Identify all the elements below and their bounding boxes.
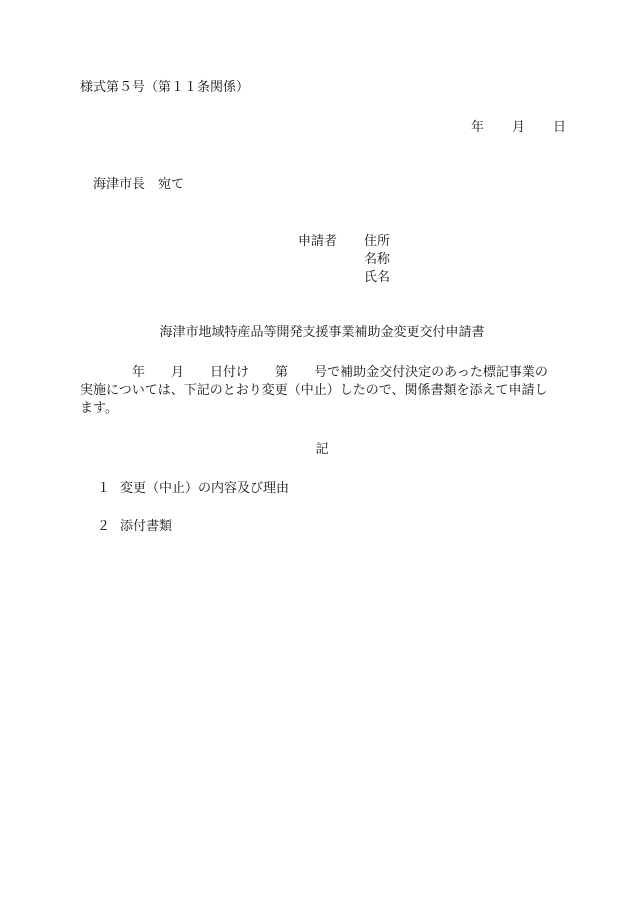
addressee: 海津市長 宛て xyxy=(93,177,185,192)
applicant-name-label: 名称 xyxy=(364,252,391,267)
date-month: 月 xyxy=(511,120,525,135)
applicant-person-label: 氏名 xyxy=(364,270,391,285)
item-text: 添付書類 xyxy=(120,519,173,534)
document-title xyxy=(0,326,630,339)
ki-text: 記 xyxy=(315,442,329,457)
date-day: 日 xyxy=(552,120,566,135)
ki-heading xyxy=(0,443,630,456)
body-month: 月 xyxy=(171,365,185,380)
date-year: 年 xyxy=(470,120,484,135)
body-line-3: ます。 xyxy=(80,401,118,416)
body-year: 年 xyxy=(132,365,146,380)
body-paragraph xyxy=(80,364,568,418)
applicant-address-label: 住所 xyxy=(364,234,391,249)
list-item xyxy=(97,520,172,533)
body-line1-rest: 号で補助金交付決定のあった標記事業の xyxy=(314,365,548,380)
applicant-label: 申請者 xyxy=(298,234,338,249)
body-line-1 xyxy=(80,364,568,382)
item-number: ２ xyxy=(97,519,111,534)
body-number-prefix: 第 xyxy=(275,365,289,380)
date-line xyxy=(471,121,566,134)
body-line-2: 実施については、下記のとおり変更（中止）したので、関係書類を添えて申請し xyxy=(80,383,548,398)
document-title-text: 海津市地域特産品等開発支援事業補助金変更交付申請書 xyxy=(159,325,485,340)
item-text: 変更（中止）の内容及び理由 xyxy=(120,481,290,496)
list-item xyxy=(97,482,289,495)
body-day: 日付け xyxy=(210,365,250,380)
form-number: 様式第５号（第１１条関係） xyxy=(80,80,250,95)
item-number: １ xyxy=(97,481,111,496)
